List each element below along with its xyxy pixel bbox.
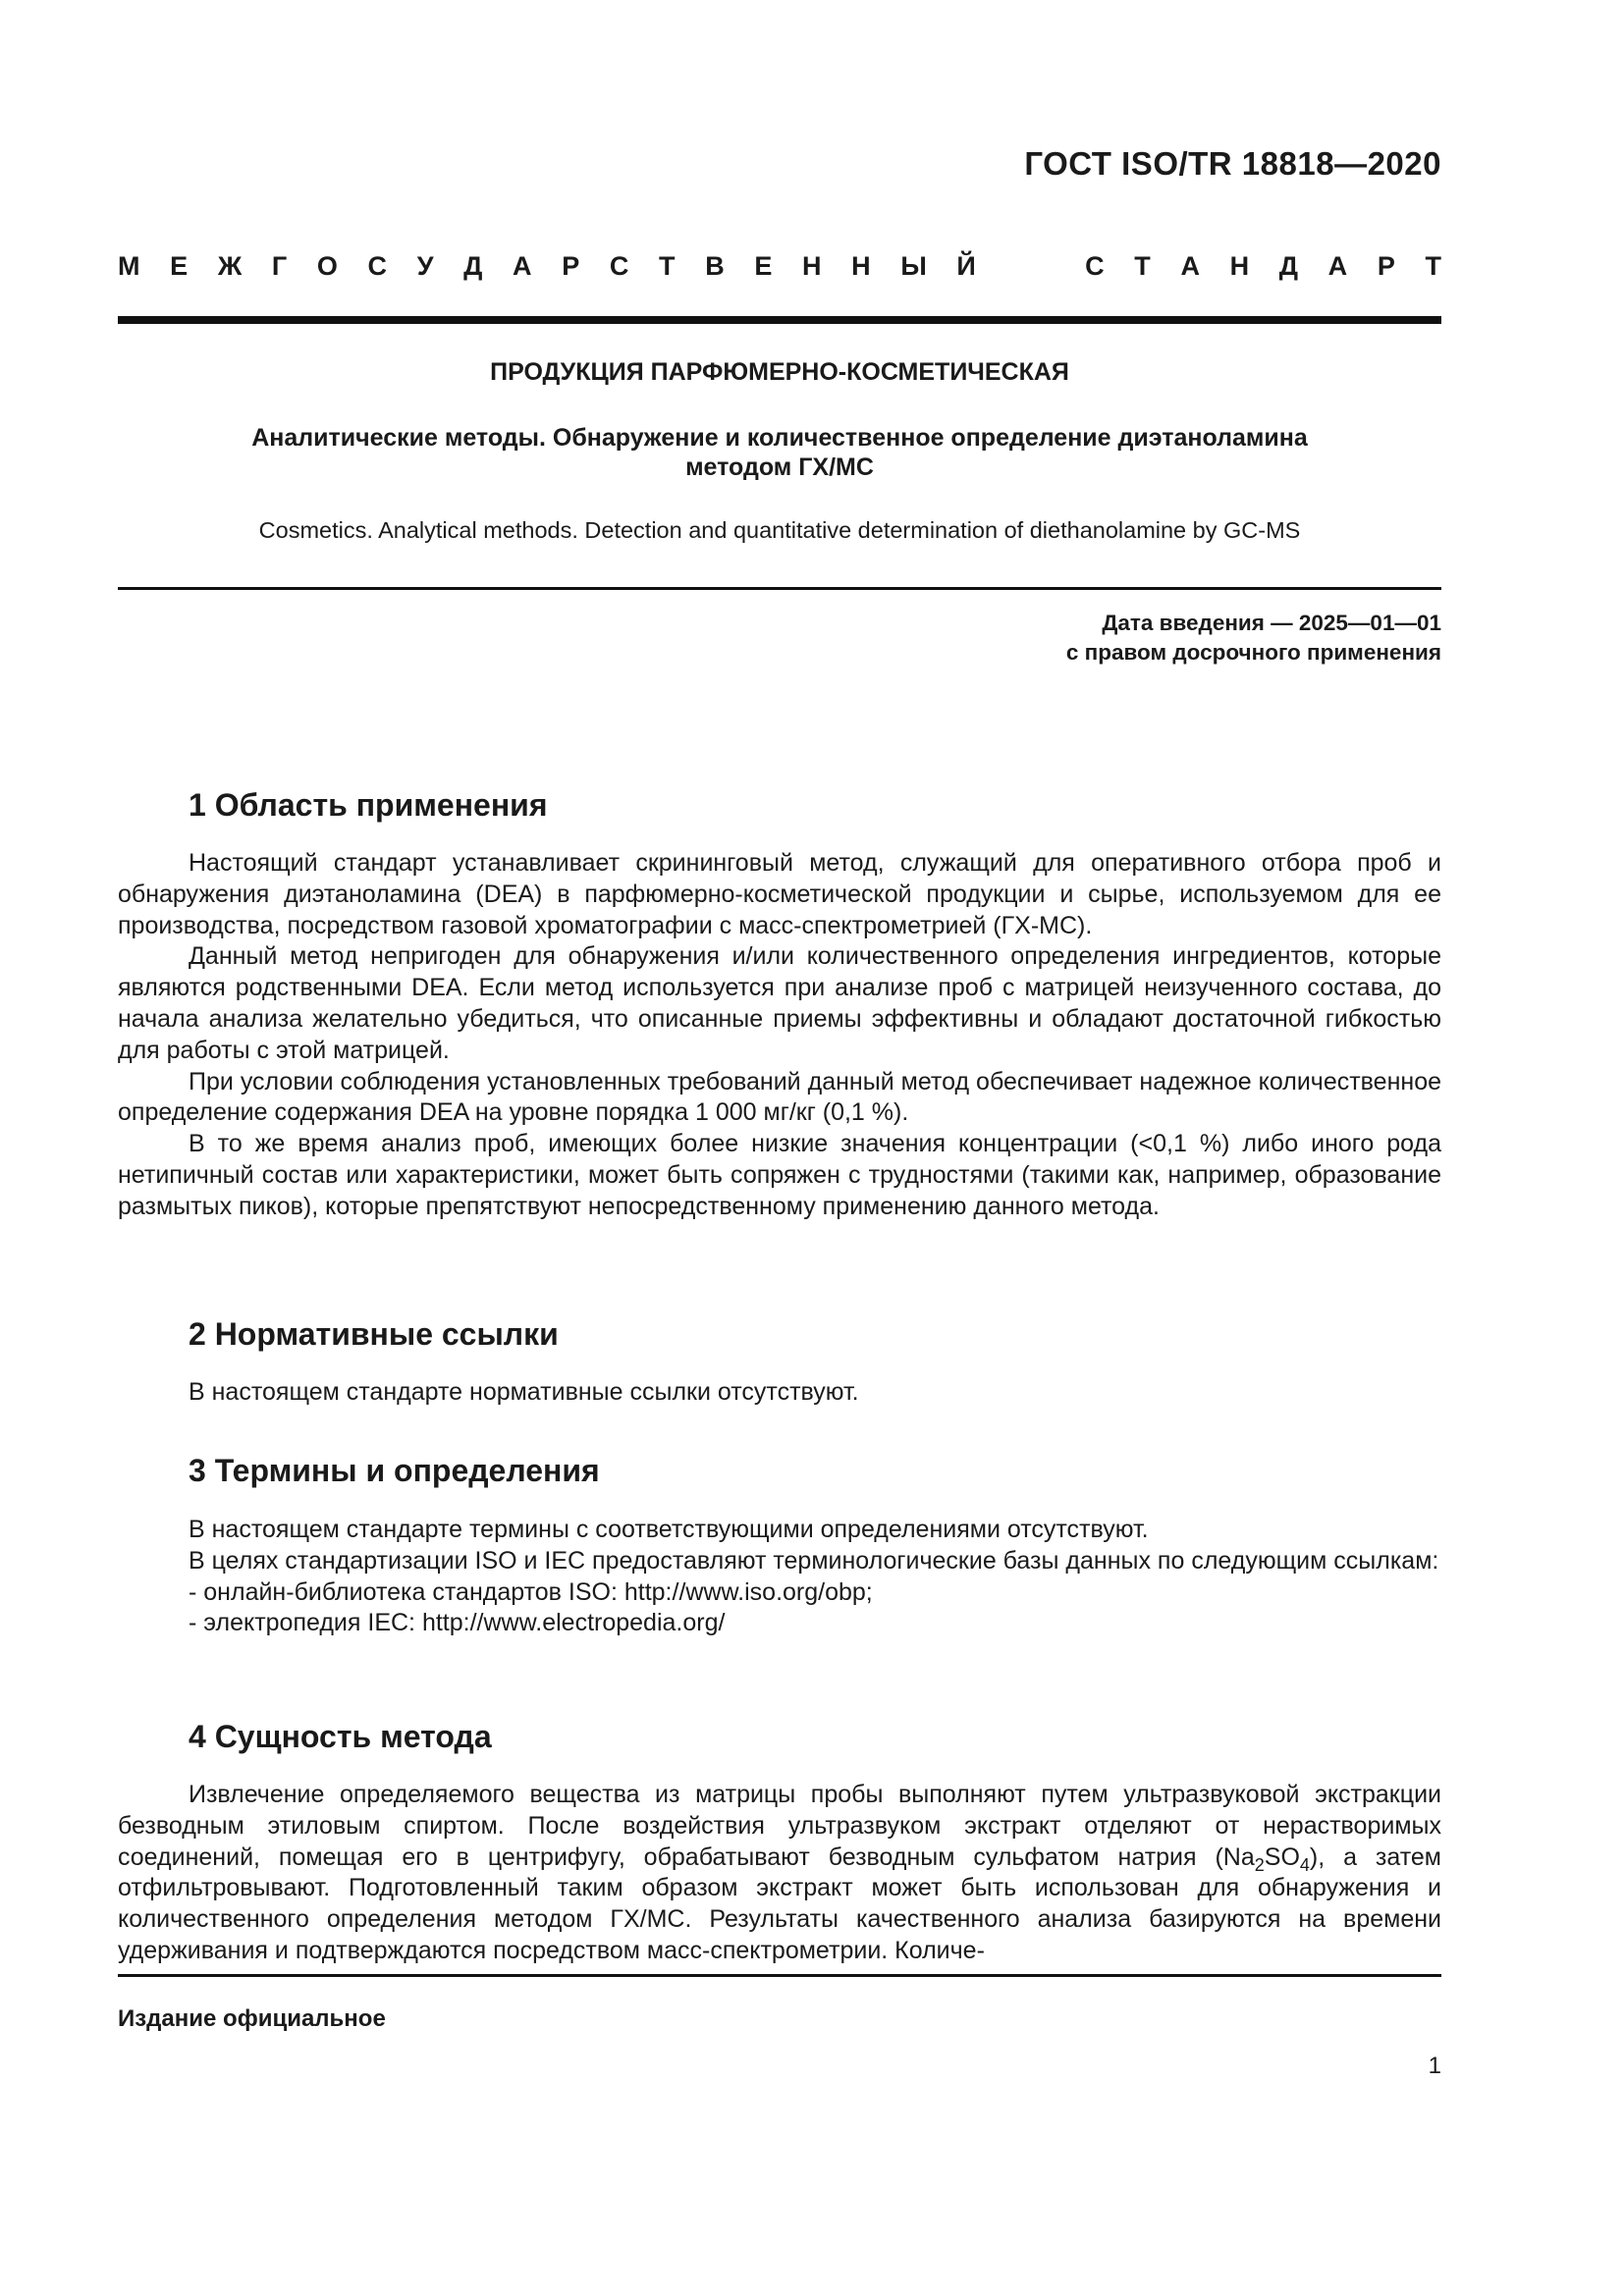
header-divider-thick <box>118 316 1441 324</box>
banner-letter: Й <box>956 251 976 281</box>
banner-letter: А <box>513 251 532 281</box>
page-number: 1 <box>1428 2053 1441 2079</box>
subtitle-line: Аналитические методы. Обнаружение и количественное определение диэтаноламина <box>251 424 1308 452</box>
standard-subtitle <box>118 423 1441 482</box>
paragraph: При условии соблюдения установленных требований данный метод обеспечивает надежное количественное определение содержания DEA на уровне порядка 1 000 мг/кг (0,1 %). <box>118 1067 1441 1127</box>
subtitle-line: методом ГХ/МС <box>685 454 874 481</box>
subscript: 2 <box>1254 1854 1265 1875</box>
footer-divider <box>118 1974 1441 1977</box>
section-4-body <box>118 1780 1441 1967</box>
paragraph: В настоящем стандарте термины с соответствующими определениями отсутствуют. <box>189 1516 1149 1543</box>
gost-number: ГОСТ ISO/TR 18818—2020 <box>1024 145 1441 182</box>
banner-letter: С <box>1085 251 1105 281</box>
text-run: ), а затем отфильтровывают. Подготовленный таким образом экстракт может быть использован для обнаружения и количественного определения методом ГХ/МС. Результаты качественного анализа базируются на времени удерживания и подтверждаются посредством масс-спектрометрии. Количе- <box>118 1842 1441 1964</box>
standard-title: ПРОДУКЦИЯ ПАРФЮМЕРНО-КОСМЕТИЧЕСКАЯ <box>490 358 1069 386</box>
title-divider <box>118 587 1441 590</box>
section-heading: 4 Сущность метода <box>189 1719 492 1754</box>
paragraph: В настоящем стандарте нормативные ссылки отсутствуют. <box>189 1378 859 1406</box>
banner-letter: Т <box>659 251 676 281</box>
section-heading: 3 Термины и определения <box>189 1453 600 1488</box>
section-heading: 2 Нормативные ссылки <box>189 1316 559 1352</box>
banner-letter: О <box>316 251 338 281</box>
interstate-standard-banner <box>118 251 1441 282</box>
banner-letter: А <box>1327 251 1348 281</box>
list-item: - электропедия IEC: http://www.electropedia.org/ <box>189 1609 726 1637</box>
official-edition-label: Издание официальное <box>118 2005 386 2032</box>
paragraph <box>118 1780 1441 1967</box>
banner-letter: Д <box>1278 251 1299 281</box>
banner-letter: Ж <box>217 251 243 281</box>
section-1-body <box>118 848 1441 1223</box>
banner-letter: Н <box>1229 251 1250 281</box>
banner-letter: Р <box>562 251 580 281</box>
introduction-date: Дата введения — 2025—01—01 <box>1102 611 1441 635</box>
section-2-body <box>118 1377 1441 1409</box>
banner-word-gap <box>1005 251 1055 282</box>
banner-letter: Т <box>1425 251 1441 281</box>
early-application-note: с правом досрочного применения <box>1065 640 1441 665</box>
banner-letter: А <box>1180 251 1200 281</box>
banner-letter: Г <box>271 251 288 281</box>
banner-letter: Ы <box>900 251 927 281</box>
paragraph: В то же время анализ проб, имеющих более низкие значения концентрации (<0,1 %) либо иного рода нетипичный состав или характеристики, может быть сопряжен с трудностями (такими как, например, образование размытых пиков), которые препятствуют непосредственному применению данного метода. <box>118 1130 1441 1220</box>
section-heading: 1 Область применения <box>189 787 548 823</box>
paragraph: Настоящий стандарт устанавливает скрининговый метод, служащий для оперативного отбора проб и обнаружения диэтаноламина (DEA) в парфюмерно-косметической продукции и сырье, используемом для ее производства, посредством газовой хроматографии с масс-спектрометрией (ГХ-МС). <box>118 849 1441 939</box>
banner-letter: М <box>118 251 140 281</box>
english-title: Cosmetics. Analytical methods. Detection and quantitative determination of diethanolamine by GC-MS <box>258 517 1301 543</box>
banner-letter: Р <box>1377 251 1395 281</box>
banner-letter: Е <box>170 251 189 281</box>
text-run: Извлечение определяемого вещества из матрицы пробы выполняют путем ультразвуковой экстракции безводным этиловым спиртом. После воздействия ультразвуком экстракт отделяют от нерастворимых соединений, помещая его в центрифугу, обрабатывают безводным сульфатом натрия (Na <box>118 1781 1441 1871</box>
banner-letter: Н <box>802 251 822 281</box>
introduction-date-block <box>1066 609 1441 667</box>
section-3-body <box>118 1515 1441 1639</box>
banner-letter: У <box>416 251 434 281</box>
banner-letter: В <box>705 251 725 281</box>
text-run: SO <box>1264 1842 1300 1871</box>
banner-letter: С <box>367 251 388 281</box>
banner-letter: С <box>609 251 629 281</box>
paragraph: Данный метод непригоден для обнаружения и/или количественного определения ингредиентов, которые являются родственными DEA. Если метод используется при анализе проб с матрицей неизученного состава, до начала анализа желательно убедиться, что описанные приемы эффективны и обладают достаточной гибкостью для работы с этой матрицей. <box>118 942 1441 1064</box>
banner-letter: Д <box>463 251 483 281</box>
banner-letter: Т <box>1134 251 1151 281</box>
list-item: - онлайн-библиотека стандартов ISO: http://www.iso.org/obp; <box>189 1577 873 1606</box>
banner-letter: Н <box>851 251 871 281</box>
banner-letter: Е <box>754 251 773 281</box>
paragraph: В целях стандартизации ISO и IEC предоставляют терминологические базы данных по следующим ссылкам: <box>189 1546 1439 1575</box>
subscript: 4 <box>1299 1854 1310 1875</box>
